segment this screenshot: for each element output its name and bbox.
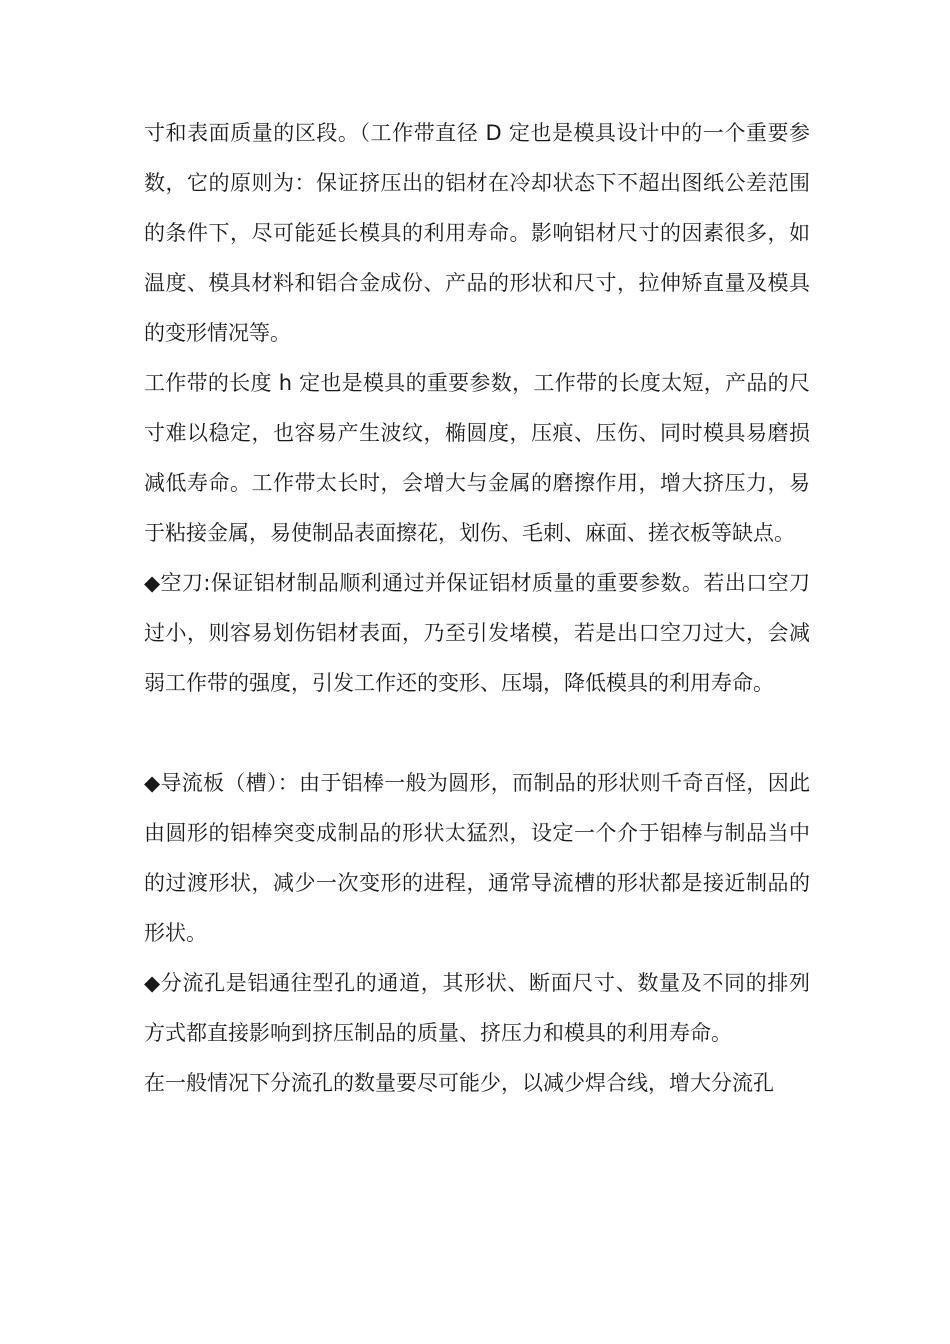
document-body — [144, 108, 810, 1108]
paragraph-feeder-plate: ◆导流板（槽）：由于铝棒一般为圆形，而制品的形状则千奇百怪，因此由圆形的铝棒突变成制品的形状太猛烈，设定一个介于铝棒与制品当中的过渡形状，减少一次变形的进程，通常导流槽的形状都是接近制品的形状。 — [144, 771, 810, 945]
paragraph-die-bearing-diameter: 寸和表面质量的区段。（工作带直径 D 定也是模具设计中的一个重要参数，它的原则为：保证挤压出的铝材在冷却状态下不超出图纸公差范围的条件下，尽可能延长模具的利用寿命。影响铝材尺寸的因素很多，如温度、模具材料和铝合金成份、产品的形状和尺寸，拉伸矫直量及模具的变形情况等。 — [144, 121, 810, 345]
paragraph-relief: ◆空刀:保证铝材制品顺利通过并保证铝材质量的重要参数。若出口空刀过小，则容易划伤铝材表面，乃至引发堵模，若是出口空刀过大，会减弱工作带的强度，引发工作还的变形、压塌，降低模具的利用寿命。 — [144, 571, 810, 695]
paragraph-die-bearing-length: 工作带的长度 h 定也是模具的重要参数，工作带的长度太短，产品的尺寸难以稳定，也容易产生波纹，椭圆度，压痕、压伤、同时模具易磨损减低寿命。工作带太长时，会增大与金属的磨擦作用，增大挤压力，易于粘接金属，易使制品表面擦花，划伤、毛刺、麻面、搓衣板等缺点。 — [144, 371, 810, 545]
paragraph-port-count: 在一般情况下分流孔的数量要尽可能少，以减少焊合线，增大分流孔 — [144, 1071, 774, 1095]
paragraph-port-holes: ◆分流孔是铝通往型孔的通道，其形状、断面尺寸、数量及不同的排列方式都直接影响到挤压制品的质量、挤压力和模具的利用寿命。 — [144, 971, 810, 1045]
